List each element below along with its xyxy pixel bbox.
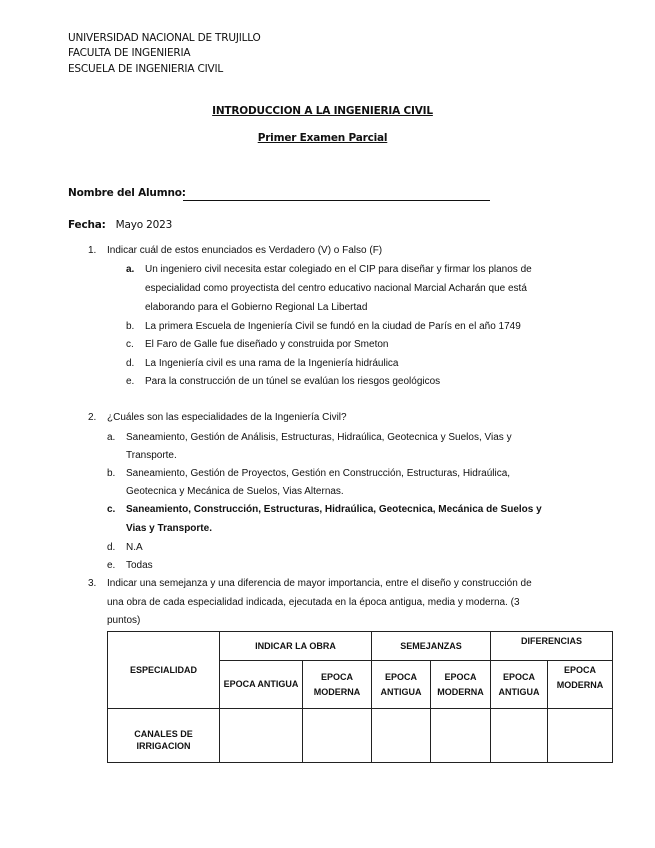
canales-diferencia-moderna-cell[interactable] (548, 709, 613, 763)
q3-line2: una obra de cada especialidad indicada, ejecutada en la época antigua, media y moderna. (3 (107, 597, 520, 608)
q2-d-text: N.A (126, 542, 143, 553)
semejanzas-epoca-moderna: EPOCA MODERNA (431, 661, 491, 709)
q2-d-letter: d. (107, 542, 116, 553)
q2-a-line2: Transporte. (126, 450, 177, 461)
canales-obra-moderna-cell[interactable] (303, 709, 372, 763)
q1-a-letter: a. (126, 264, 135, 275)
q1-c-letter: c. (126, 339, 134, 350)
q2-e-text: Todas (126, 560, 153, 571)
date-label: Fecha: (68, 219, 106, 231)
obra-epoca-antigua: EPOCA ANTIGUA (220, 661, 303, 709)
q1-text: Indicar cuál de estos enunciados es Verdadero (V) o Falso (F) (107, 245, 383, 256)
q2-b-line1: Saneamiento, Gestión de Proyectos, Gestión en Construcción, Estructuras, Hidraúlica, (126, 468, 511, 479)
diferencias-header: DIFERENCIAS (491, 632, 613, 661)
school-name: ESCUELA DE INGENIERIA CIVIL (68, 63, 223, 75)
obra-epoca-moderna: EPOCA MODERNA (303, 661, 372, 709)
q2-a-line1: Saneamiento, Gestión de Análisis, Estructuras, Hidraúlica, Geotecnica y Suelos, Vias y (126, 432, 512, 443)
q2-c-line1: Saneamiento, Construcción, Estructuras, Hidraúlica, Geotecnica, Mecánica de Suelos y (126, 504, 542, 515)
canales-diferencia-antigua-cell[interactable] (491, 709, 548, 763)
date-value: Mayo 2023 (115, 219, 173, 231)
student-name-label: Nombre del Alumno: (68, 187, 186, 199)
q2-text: ¿Cuáles son las especialidades de la Ingeniería Civil? (107, 412, 347, 423)
q3-number: 3. (88, 578, 97, 589)
row-canales-irrigacion-label: CANALES DE IRRIGACION (108, 709, 220, 763)
q3-line3: puntos) (107, 615, 141, 626)
q2-c-line2: Vias y Transporte. (126, 523, 212, 534)
q1-d-text: La Ingeniería civil es una rama de la Ingeniería hidráulica (145, 358, 399, 369)
canales-semejanza-moderna-cell[interactable] (431, 709, 491, 763)
q2-a-letter: a. (107, 432, 116, 443)
university-name: UNIVERSIDAD NACIONAL DE TRUJILLO (68, 32, 261, 44)
indicar-obra-header: INDICAR LA OBRA (220, 632, 372, 661)
diferencias-epoca-antigua: EPOCA ANTIGUA (491, 661, 548, 709)
exam-title: Primer Examen Parcial (257, 132, 388, 144)
q2-e-letter: e. (107, 560, 116, 571)
canales-obra-antigua-cell[interactable] (220, 709, 303, 763)
q2-number: 2. (88, 412, 97, 423)
q3-line1: Indicar una semejanza y una diferencia de mayor importancia, entre el diseño y construcción de (107, 578, 532, 589)
q1-a-line1: Un ingeniero civil necesita estar colegiado en el CIP para diseñar y firmar los planos de (145, 264, 532, 275)
q1-b-letter: b. (126, 321, 135, 332)
q1-e-letter: e. (126, 376, 135, 387)
specialties-table (107, 631, 613, 763)
student-name-field[interactable] (183, 200, 490, 201)
especialidad-header: ESPECIALIDAD (108, 632, 220, 709)
q1-b-text: La primera Escuela de Ingeniería Civil se fundó en la ciudad de París en el año 1749 (145, 321, 521, 332)
semejanzas-epoca-antigua: EPOCA ANTIGUA (372, 661, 431, 709)
canales-semejanza-antigua-cell[interactable] (372, 709, 431, 763)
q2-c-letter: c. (107, 504, 116, 515)
q1-a-line3: elaborando para el Gobierno Regional La Libertad (145, 302, 368, 313)
diferencias-epoca-moderna: EPOCA MODERNA (548, 661, 613, 709)
q1-a-line2: especialidad como proyectista del centro educativo nacional Marcial Acharán que está (145, 283, 527, 294)
q1-c-text: El Faro de Galle fue diseñado y construida por Smeton (145, 339, 389, 350)
q2-b-line2: Geotecnica y Mecánica de Suelos, Vias Alternas. (126, 486, 344, 497)
course-title: INTRODUCCION A LA INGENIERIA CIVIL (212, 105, 433, 117)
q1-d-letter: d. (126, 358, 135, 369)
q1-e-text: Para la construcción de un túnel se evalúan los riesgos geológicos (145, 376, 441, 387)
q1-number: 1. (88, 245, 97, 256)
date-row (68, 215, 172, 233)
semejanzas-header: SEMEJANZAS (372, 632, 491, 661)
faculty-name: FACULTA DE INGENIERIA (68, 47, 191, 59)
q2-b-letter: b. (107, 468, 116, 479)
